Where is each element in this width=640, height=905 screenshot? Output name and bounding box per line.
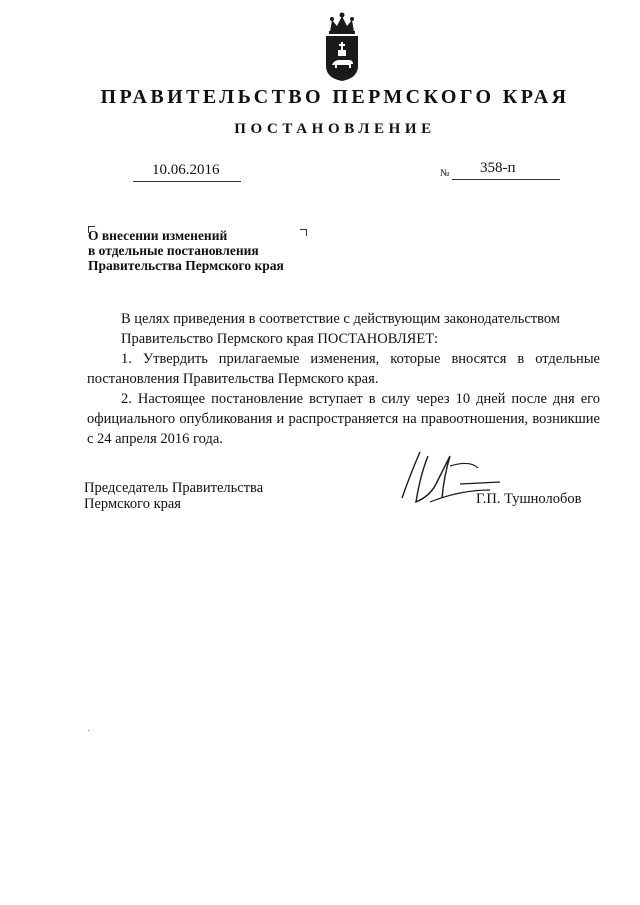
subject-line-2: в отдельные постановления (88, 243, 259, 258)
date-underline (133, 181, 241, 182)
signer-position (84, 480, 263, 512)
preamble: В целях приведения в соответствие с действующим законодательством (121, 311, 560, 327)
subject-bracket-right (300, 229, 307, 236)
clause-2: 2. Настоящее постановление вступает в силу через 10 дней после дня его официального опубликования и распространяется на правоотношения, возникшие с 24 апреля 2016 года. (87, 391, 600, 447)
clause-1: 1. Утвердить прилагаемые изменения, которые вносятся в отдельные постановления Правительства Пермского края. (87, 351, 600, 387)
government-title: ПРАВИТЕЛЬСТВО ПЕРМСКОГО КРАЯ (100, 86, 570, 108)
number-sign: № (440, 168, 450, 179)
document-number: 358-п (480, 160, 516, 176)
document-type: ПОСТАНОВЛЕНИЕ (234, 121, 436, 137)
coat-of-arms-icon (322, 10, 362, 82)
document-body (87, 309, 600, 449)
subject-line-3: Правительства Пермского края (88, 258, 284, 273)
number-underline (452, 179, 560, 180)
document-date: 10.06.2016 (152, 162, 220, 178)
signer-name: Г.П. Тушнолобов (476, 491, 582, 507)
signer-position-line-2: Пермского края (84, 496, 181, 512)
signer-position-line-1: Председатель Правительства (84, 480, 264, 496)
document-subject (88, 228, 284, 273)
preamble-resolution: Правительство Пермского края ПОСТАНОВЛЯЕТ: (121, 331, 439, 347)
scan-speck (88, 730, 89, 731)
subject-line-1: О внесении изменений (88, 228, 228, 243)
